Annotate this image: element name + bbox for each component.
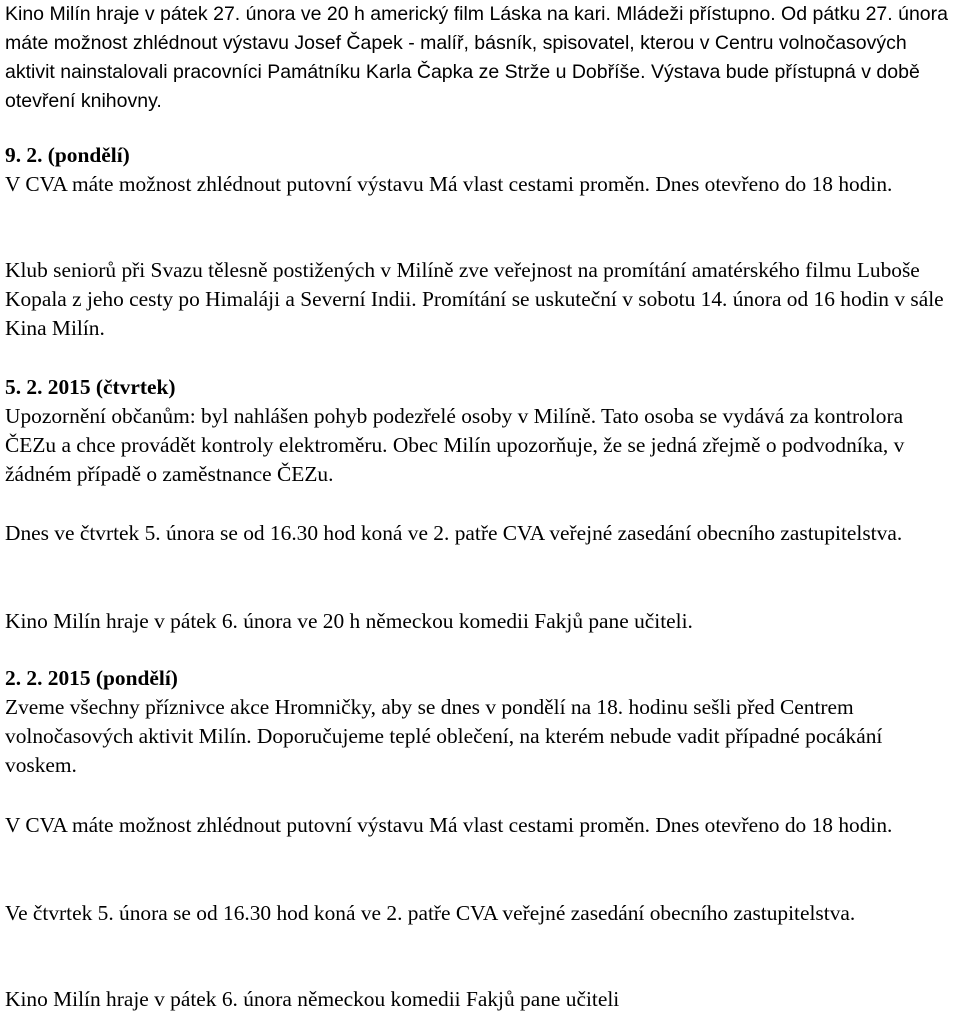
news-item-thursday-5-2 <box>5 373 955 489</box>
news-item-cinema-repeat <box>5 985 955 1014</box>
date-heading: 2. 2. 2015 (pondělí) <box>5 666 178 690</box>
news-item-cinema-friday <box>5 607 955 636</box>
paragraph-text: Kino Milín hraje v pátek 27. února ve 20 h americký film Láska na kari. Mládeži přístupno. Od pátku 27. února máte možnost zhlédnout výstavu Josef Čapek - malíř, básník, spisovatel, kterou v Centru volnočasových aktivit nainstalovali pracovníci Památníku Karla Čapka ze Strže u Dobříše. Výstava bude přístupná v době otevření knihovny. <box>5 3 948 112</box>
news-item-exhibition-repeat <box>5 811 955 840</box>
news-item-seniors-club <box>5 256 955 343</box>
paragraph-text: Klub seniorů při Svazu tělesně postižených v Milíně zve veřejnost na promítání amatérského filmu Luboše Kopala z jeho cesty po Himaláji a Severní Indii. Promítání se uskuteční v sobotu 14. února od 16 hodin v sále Kina Milín. <box>5 258 944 340</box>
news-item-monday-9-2 <box>5 141 955 199</box>
paragraph-text: Zveme všechny příznivce akce Hromničky, aby se dnes v pondělí na 18. hodinu sešli před Centrem volnočasových aktivit Milín. Doporučujeme teplé oblečení, na kterém nebude vadit případné pocákání voskem. <box>5 695 883 777</box>
news-item-council-meeting <box>5 519 955 548</box>
paragraph-text: Dnes ve čtvrtek 5. února se od 16.30 hod koná ve 2. patře CVA veřejné zasedání obecního zastupitelstva. <box>5 521 903 545</box>
news-item-council-meeting-repeat <box>5 899 955 928</box>
paragraph-text: V CVA máte možnost zhlédnout putovní výstavu Má vlast cestami proměn. Dnes otevřeno do 18 hodin. <box>5 172 893 196</box>
news-item-monday-2-2 <box>5 664 955 780</box>
date-heading: 5. 2. 2015 (čtvrtek) <box>5 375 176 399</box>
paragraph-text: Upozornění občanům: byl nahlášen pohyb podezřelé osoby v Milíně. Tato osoba se vydává za kontrolora ČEZu a chce provádět kontroly elektroměru. Obec Milín upozorňuje, že se jedná zřejmě o podvodníka, v žádném případě o zaměstnance ČEZu. <box>5 404 905 486</box>
date-heading: 9. 2. (pondělí) <box>5 143 130 167</box>
paragraph-text: Kino Milín hraje v pátek 6. února ve 20 h německou komedii Fakjů pane učiteli. <box>5 609 693 633</box>
news-item-cinema-and-exhibition <box>5 0 955 116</box>
paragraph-text: Ve čtvrtek 5. února se od 16.30 hod koná ve 2. patře CVA veřejné zasedání obecního zastupitelstva. <box>5 901 856 925</box>
paragraph-text: V CVA máte možnost zhlédnout putovní výstavu Má vlast cestami proměn. Dnes otevřeno do 18 hodin. <box>5 813 893 837</box>
paragraph-text: Kino Milín hraje v pátek 6. února německou komedii Fakjů pane učiteli <box>5 987 620 1011</box>
